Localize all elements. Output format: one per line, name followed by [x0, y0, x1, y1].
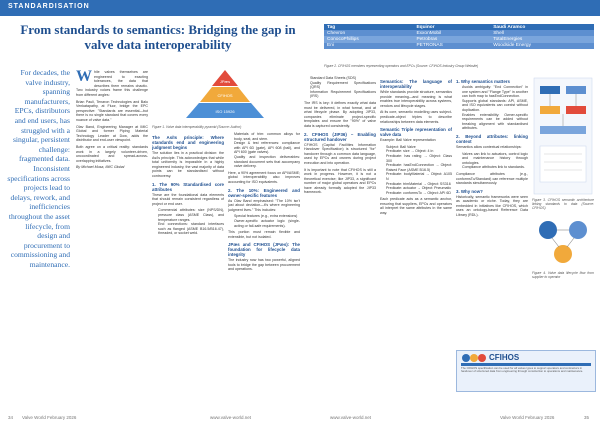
body-paragraph: This portion must remain flexible and extensible, but not isolated.: [228, 230, 300, 239]
body-paragraph: Example: Ball Valve representation: [380, 138, 436, 143]
section-heading: JPæs and CFIHOS (JPæs): The foundation for lifecycle data integrity: [228, 242, 300, 258]
body-paragraph: It is important to note that CFIHOS is still a work in progress. However, it is not a theoretical exercise; like JIP33, a significant number of major global operators and EPCs have already formally adopted the JIP33 framework.: [304, 167, 376, 195]
list-item: • Quality Requirement Specifications (QRS): [310, 81, 376, 90]
cfihos-title: CFIHOS: [489, 353, 520, 362]
figure-caption: Figure 4. Valve data lifecycle flow from supplier to operator: [532, 271, 594, 280]
cfihos-text: The CFIHOS specification can be used for all valves types to support operators and contractors in handover of structured data from engineering through construction to operations and maintenance.: [461, 366, 584, 374]
table-cell: Eni: [324, 43, 413, 49]
pyramid-top-label: JPæs: [219, 79, 231, 84]
url-right[interactable]: www.valve-world.net: [330, 415, 372, 420]
body-paragraph: These are the foundational data elements that should remain consistent regardless of project or end user.: [152, 192, 224, 206]
magazine-name-left: Valve World February 2026: [22, 415, 77, 420]
section-heading: The As/Is principle: Where standards end and engineering judgment begins: [152, 135, 224, 150]
page-number-left: 34: [8, 415, 14, 420]
list-item: • Information Requirement Specifications (IRS): [310, 90, 376, 99]
body-paragraph: Each predicate acts as a semantic anchor, ensuring that suppliers, EPCs and operators all interpret the same attributes in the same way.: [380, 197, 452, 216]
lifecycle-diagram: [532, 210, 594, 270]
body-paragraph: The industry now has two powerful, aligned tools to bridge the gap between procurement and operations.: [228, 258, 300, 272]
page-footer: [0, 412, 600, 424]
body-paragraph: The IRS is key: it defines exactly what data must be delivered, in what format, and at what lifecycle phase. By adopting JIP33, companies eliminate project-specific templates and ensure the "90%" of valve data is captured consistently.: [304, 100, 376, 128]
list-item: • Standard Data Sheets (SDS): [310, 76, 376, 81]
table-cell: ConocoPhillips: [324, 36, 413, 42]
pyramid-mid-label: CFIHOS: [217, 93, 233, 98]
body-paragraph: As Olav Band emphasised: "The 10% isn't just about deviation—it's where engineering judgment lives." This includes:: [228, 198, 300, 212]
table-cell: ExxonMobil: [413, 30, 490, 36]
table-header-cell: Saudi Aramco: [490, 24, 594, 30]
sidebar-pullquote: For decades, the valve industry, spanning manufacturers, EPCs, distributors and end users, has struggled with a singular, persistent challenge: fragmented data. Inconsistent specifications across projects lead to delays, rework, and inefficiencies throughout the asset lifecycle, from design and procurement to commissioning and maintenance.: [7, 68, 70, 269]
members-table: [324, 24, 594, 49]
list-item: • Materials of trim: common alloys for body, seat, and stem.: [234, 132, 300, 141]
list-item: • Valves can link to actuators, control logic and maintenance history through ontologies.: [462, 152, 528, 166]
list-item: • Avoids ambiguity: "End Connection" in one system and "Flange Type" in another can both map to hasEndConnection.: [462, 85, 528, 99]
body-paragraph: The solution lies in a practical division: the As/Is principle. This acknowledges that while total uniformity is impossible in a highly engineered industry, the vast majority of data points can be standardised without controversy.: [152, 151, 224, 178]
url-left[interactable]: www.valve-world.net: [210, 415, 252, 420]
column-7: [532, 76, 594, 348]
body-paragraph: Semantics allow contextual relationships:: [456, 144, 522, 149]
pyramid-caption: Figure 1. Valve data interoperability pyramid (Source: Author): [152, 125, 242, 129]
list-item: • Predicate: hasEndConnection → Object: Raised Face (ASME B16.5): [386, 163, 452, 172]
list-item: • Subject: Ball Valve: [386, 145, 452, 150]
body-paragraph: Historically, semantic frameworks were seen as academic or niche. Today, they are embedded in initiatives like CFIHOS, which uses an ontology-based Reference Data Library (RDL).: [456, 194, 528, 218]
table-cell: PETRONAS: [413, 43, 490, 49]
column-5: [380, 76, 452, 410]
list-item: • Supports global standards: API, ASME, and ISO equivalents can coexist without duplication.: [462, 99, 528, 113]
column-1: [76, 70, 148, 410]
section-heading: Semantic Triple representation of valve data: [380, 127, 452, 138]
body-paragraph: Olav Band, Engineering Manager at IMIC Global and former Piping Material Technology Leader at Dow, adds the distributor and end-user viewpoint.: [76, 124, 148, 143]
pyramid-graphic: [152, 68, 298, 120]
semantic-diagram: [532, 76, 594, 196]
bullet-list: [152, 208, 224, 236]
table-cell: Petrobras: [413, 36, 490, 42]
list-item: • Predicate: trimMaterial → Object: SS316: [386, 182, 452, 187]
magazine-name-right: Valve World February 2026: [500, 415, 555, 420]
list-item: • Special features (e.g., extra extensions): [234, 214, 300, 219]
list-item: • Enables extensibility: Owner-specific requirements can be added without breaking alignment with standardised attributes.: [462, 113, 528, 131]
pyramid-figure: [152, 68, 298, 128]
table-cell: Woodside Energy: [490, 43, 594, 49]
column-6: [456, 76, 528, 348]
cfihos-box: [456, 350, 596, 392]
bullet-list: [304, 76, 376, 99]
body-paragraph: Compliance attributes (e.g., conformsTo/Standard) can reference multiple standards simultaneously.: [456, 171, 528, 186]
dropcap: W: [76, 70, 92, 85]
body-paragraph: Here, a 90% agreement focus on API/ASME; global interoperability also improves accounting for ISO equivalents.: [228, 170, 300, 184]
bullet-list: [228, 214, 300, 228]
section-label: STANDARDISATION: [8, 3, 90, 10]
list-item: • End connections: standard interfaces such as flanged (ASME B16.5/B16.47), threaded, or socket weld.: [158, 222, 224, 236]
byline: By Michael Musa, IMIC Global: [76, 165, 125, 170]
list-item: • Predicate: has rating → Object: Class 300: [386, 154, 452, 163]
section-heading: 1. The 90% Standardised core attributes: [152, 181, 224, 192]
body-paragraph: While standards provide structure, semantics provide meaning—and meaning is what enables true interoperability across systems, vendors and lifecycle stages.: [380, 90, 452, 108]
list-item: • Compliance attributes link to standards.: [462, 165, 528, 170]
column-3: [228, 132, 300, 410]
pyramid-base-label: ISO 15926: [215, 109, 235, 114]
intro-paragraph: [76, 70, 148, 98]
table-cell: TotalEnergies: [490, 36, 594, 42]
body-paragraph: At its core, semantic modelling uses subject-predicate-object triples to describe relationships between data elements.: [380, 110, 452, 124]
figure-caption: Figure 3. CFIHOS semantic architecture linking standards to data (Source: CFIHOS): [532, 197, 594, 210]
bullet-list: [228, 132, 300, 169]
list-item: • Predicate: size → Object: 4 in: [386, 149, 452, 154]
table-header-cell: Tag: [324, 24, 413, 30]
section-heading: 2. CFIHOS (JIP36) – Enabling structured handover: [304, 131, 376, 142]
section-heading: 2. Beyond attributes: linking context: [456, 133, 528, 144]
body-paragraph: Brian Pauli, Tenaron Technologies and Balu Venkatapathy, at Fluor, bridge the EPC perspective: "Standards are essential—but there is no single standard that covers every nuance of valve data.": [76, 99, 148, 122]
table-cell: Chevron: [324, 30, 413, 36]
bullet-list: [456, 85, 528, 131]
triple-list: [380, 145, 452, 196]
section-bar: [0, 0, 600, 16]
body-paragraph: Both agree on a critical reality: standards work in a largely volunteer-driven, uncoordinated and spread-across-overlapping initiatives.: [76, 144, 148, 163]
section-heading: 3. Why now?: [456, 188, 483, 194]
list-item: • Design & test references: compliance with API 6D (gate), API 608 (ball), and API 600 (gate valves).: [234, 141, 300, 155]
intro-text: hile valves themselves are engineered to exacting tolerances, the data that describes them remains chaotic. Two industry voices frame this challenge from different angles:: [76, 70, 148, 97]
table-cell: Shell: [490, 30, 594, 36]
table-caption: Figure 2. CFIHOS members representing operators and EPCs (Source: CFIHOS Industry Group Website): [324, 64, 479, 68]
body-paragraph: CFIHOS (Capital Facilities Information Handover Specification) is structured "for" handover through a common data language, used by EPCs and owners during project execution and into operation.: [304, 142, 376, 165]
column-4: [304, 76, 376, 410]
list-item: • Predicate: conformsTo → Object: API 6D: [386, 191, 452, 196]
section-heading: 1. Why semantics matters: [456, 79, 510, 84]
table-row: [324, 43, 594, 49]
section-heading: Semantics: The language of interoperability: [380, 79, 452, 89]
cfihos-logo-icon: [461, 353, 487, 363]
section-heading: 2. The 10%: Engineered and owner-specific features: [228, 187, 300, 198]
list-item: • Owner-specific actuator logic (single-acting or fail-safe requirements).: [234, 219, 300, 228]
list-item: • Quality and inspection deliverables: standard document sets that accompany valve delivery.: [234, 155, 300, 169]
list-item: • Commercial attributes: size (NPS/DN), pressure class (ASME Class), and temperature ranges.: [158, 208, 224, 222]
article-headline: From standards to semantics: Bridging the gap in valve data interoperability: [20, 22, 296, 52]
table-header-cell: Equinor: [413, 24, 490, 30]
list-item: • Predicate: actuator → Object: Pneumatic: [386, 186, 452, 191]
page-number-right: 35: [584, 415, 590, 420]
column-2: [152, 132, 224, 410]
list-item: • Predicate: bodyMaterial → Object: A105 N: [386, 172, 452, 181]
bullet-list: [456, 152, 528, 170]
